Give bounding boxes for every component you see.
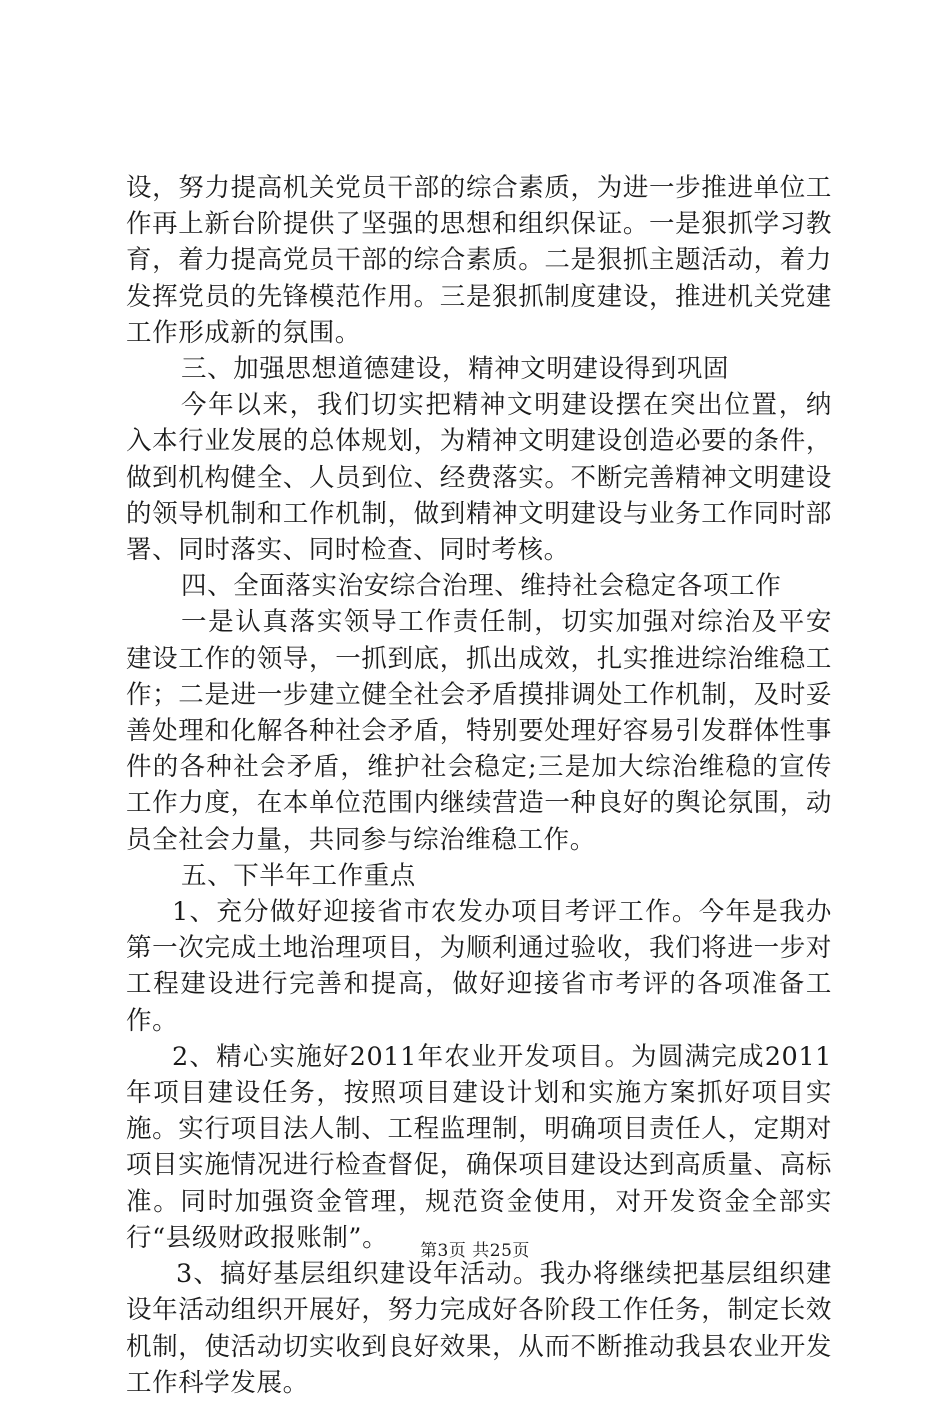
paragraph-item-three: 3、搞好基层组织建设年活动。我办将继续把基层组织建设年活动组织开展好，努力完成好各阶段工作任务，制定长效机制，使活动切实收到良好效果，从而不断推动我县农业开发工作科学发展。: [126, 1259, 832, 1398]
paragraph-item-two: 2、精心实施好2011年农业开发项目。为圆满完成2011年项目建设任务，按照项目建设计划和实施方案抓好项目实施。实行项目法人制、工程监理制，明确项目责任人，定期对项目实施情况进行检查督促，确保项目建设达到高质量、高标准。同时加强资金管理，规范资金使用，对开发资金全部实行“县级财政报账制”。: [126, 1041, 832, 1253]
heading-section-five: 五、下半年工作重点: [181, 860, 416, 891]
heading-section-four: 四、全面落实治安综合治理、维持社会稳定各项工作: [181, 571, 782, 602]
paragraph-item-one: 1、充分做好迎接省市农发办项目考评工作。今年是我办第一次完成土地治理项目，为顺利通过验收，我们将进一步对工程建设进行完善和提高，做好迎接省市考评的各项准备工作。: [126, 897, 832, 1036]
page-footer: 第3页 共25页: [420, 1241, 530, 1261]
paragraph-public-security: 一是认真落实领导工作责任制，切实加强对综治及平安建设工作的领导，一抓到底，抓出成效，扎实推进综治维稳工作；二是进一步建立健全社会矛盾摸排调处工作机制，及时妥善处理和化解各种社会矛盾，特别要处理好容易引发群体性事件的各种社会矛盾，维护社会稳定;三是加大综治维稳的宣传工作力度，在本单位范围内继续营造一种良好的舆论氛围，动员全社会力量，共同参与综治维稳工作。: [126, 607, 832, 855]
paragraph-party-building: 设，努力提高机关党员干部的综合素质，为进一步推进单位工作再上新台阶提供了坚强的思想和组织保证。一是狠抓学习教育，着力提高党员干部的综合素质。二是狠抓主题活动，着力发挥党员的先锋模范作用。三是狠抓制度建设，推进机关党建工作形成新的氛围。: [126, 173, 832, 348]
heading-section-three: 三、加强思想道德建设，精神文明建设得到巩固: [181, 354, 730, 385]
document-body: [126, 170, 832, 1401]
paragraph-spiritual-civilization: 今年以来，我们切实把精神文明建设摆在突出位置，纳入本行业发展的总体规划，为精神文明建设创造必要的条件，做到机构健全、人员到位、经费落实。不断完善精神文明建设的领导机制和工作机制，做到精神文明建设与业务工作同时部署、同时落实、同时检查、同时考核。: [126, 390, 832, 566]
